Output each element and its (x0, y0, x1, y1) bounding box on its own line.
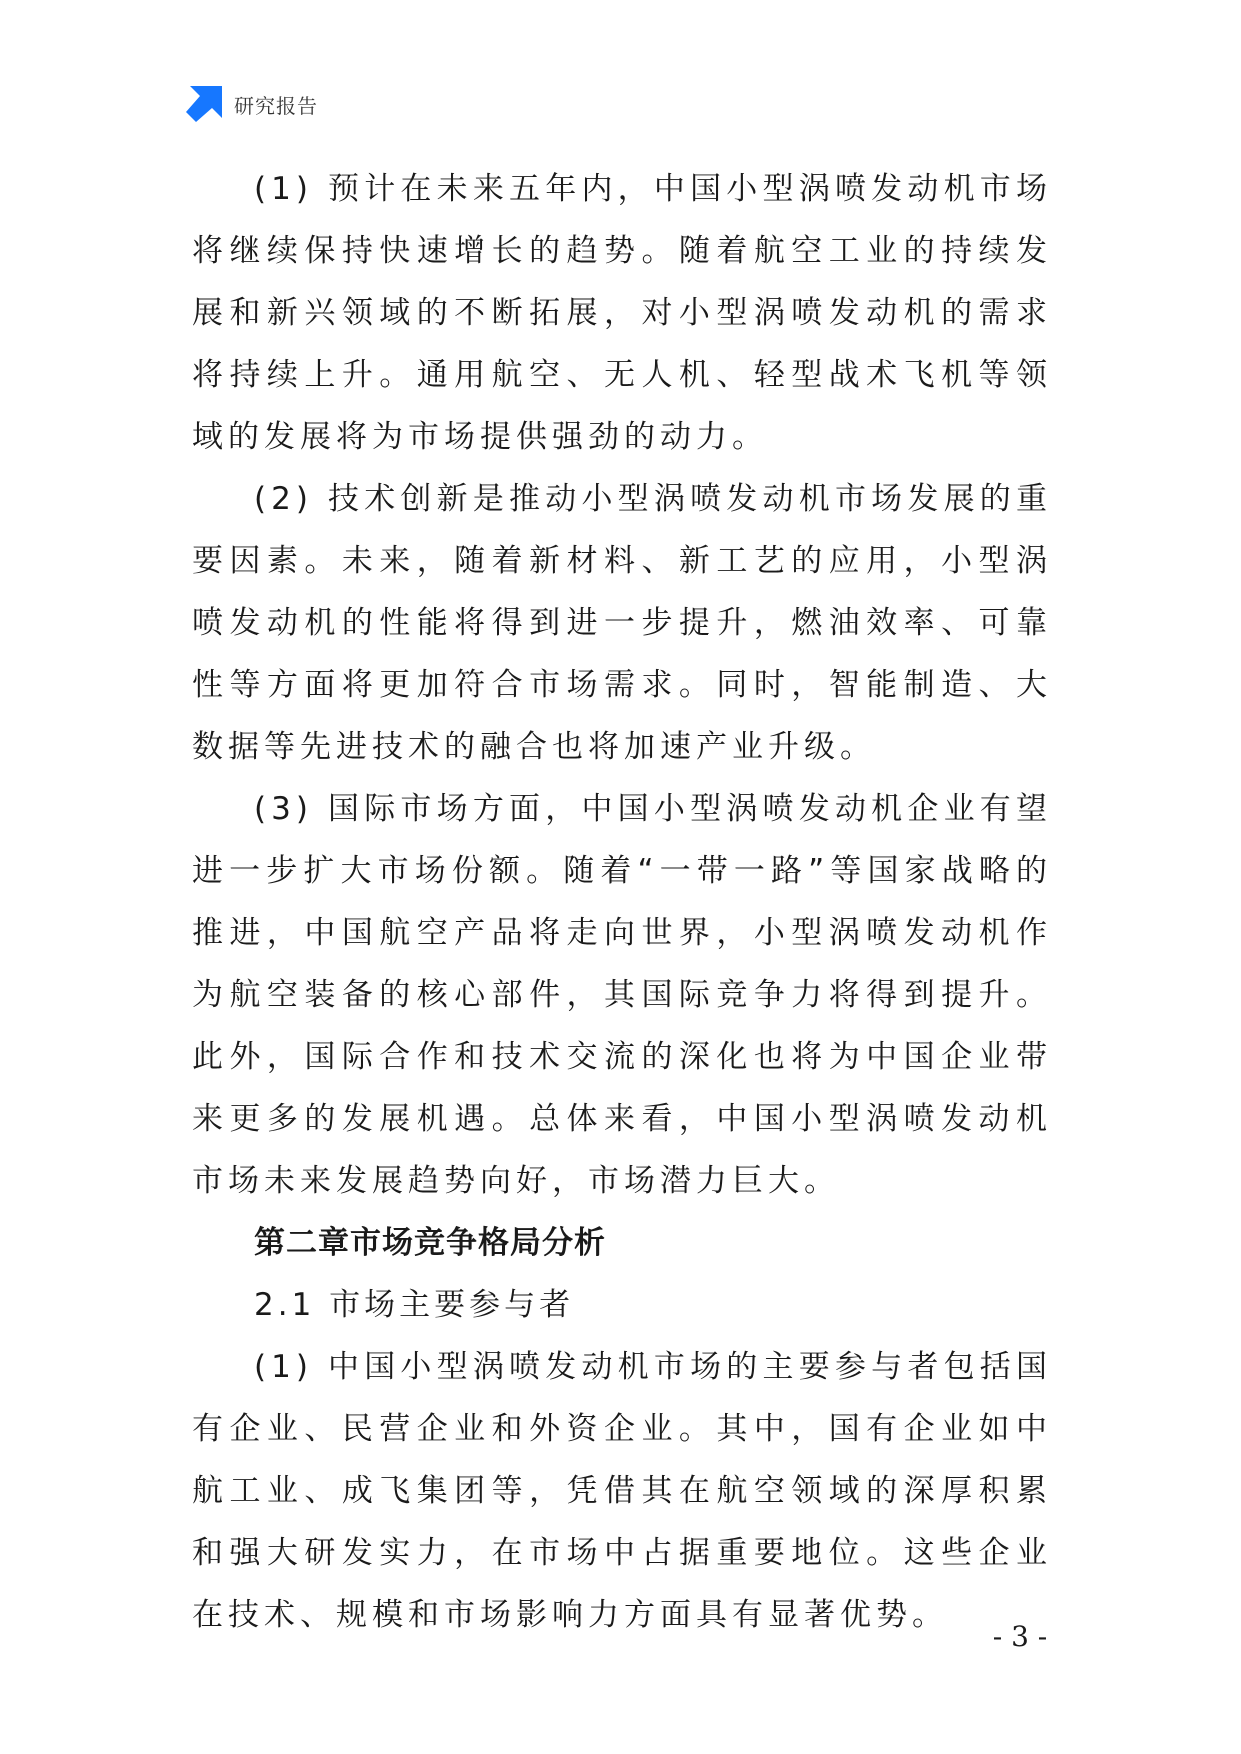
chapter-heading: 第二章市场竞争格局分析 (254, 1225, 606, 1261)
header-label: 研究报告 (234, 93, 318, 118)
paragraph-international-market: (3) 国际市场方面，中国小型涡喷发动机企业有望进一步扩大市场份额。随着“一带一路”等国家战略的推进，中国航空产品将走向世界，小型涡喷发动机作为航空装备的核心部件，其国际竞争力将得到提升。此外，国际合作和技术交流的深化也将为中国企业带来更多的发展机遇。总体来看，中国小型涡喷发动机市场未来发展趋势向好，市场潜力巨大。 (192, 791, 1052, 1199)
page-number: - 3 - (992, 1620, 1048, 1653)
paragraph-market-participants: (1) 中国小型涡喷发动机市场的主要参与者包括国有企业、民营企业和外资企业。其中，国有企业如中航工业、成飞集团等，凭借其在航空领域的深厚积累和强大研发实力，在市场中占据重要地位。这些企业在技术、规模和市场影响力方面具有显著优势。 (192, 1349, 1052, 1633)
paragraph-forecast-growth: (1) 预计在未来五年内，中国小型涡喷发动机市场将继续保持快速增长的趋势。随着航空工业的持续发展和新兴领域的不断拓展，对小型涡喷发动机的需求将持续上升。通用航空、无人机、轻型战术飞机等领域的发展将为市场提供强劲的动力。 (192, 171, 1052, 455)
arrow-up-right-icon (186, 86, 222, 122)
report-header (186, 86, 318, 122)
document-body (192, 158, 1052, 1646)
paragraph-tech-innovation: (2) 技术创新是推动小型涡喷发动机市场发展的重要因素。未来，随着新材料、新工艺的应用，小型涡喷发动机的性能将得到进一步提升，燃油效率、可靠性等方面将更加符合市场需求。同时，智能制造、大数据等先进技术的融合也将加速产业升级。 (192, 481, 1052, 765)
section-heading: 2.1 市场主要参与者 (254, 1287, 575, 1323)
